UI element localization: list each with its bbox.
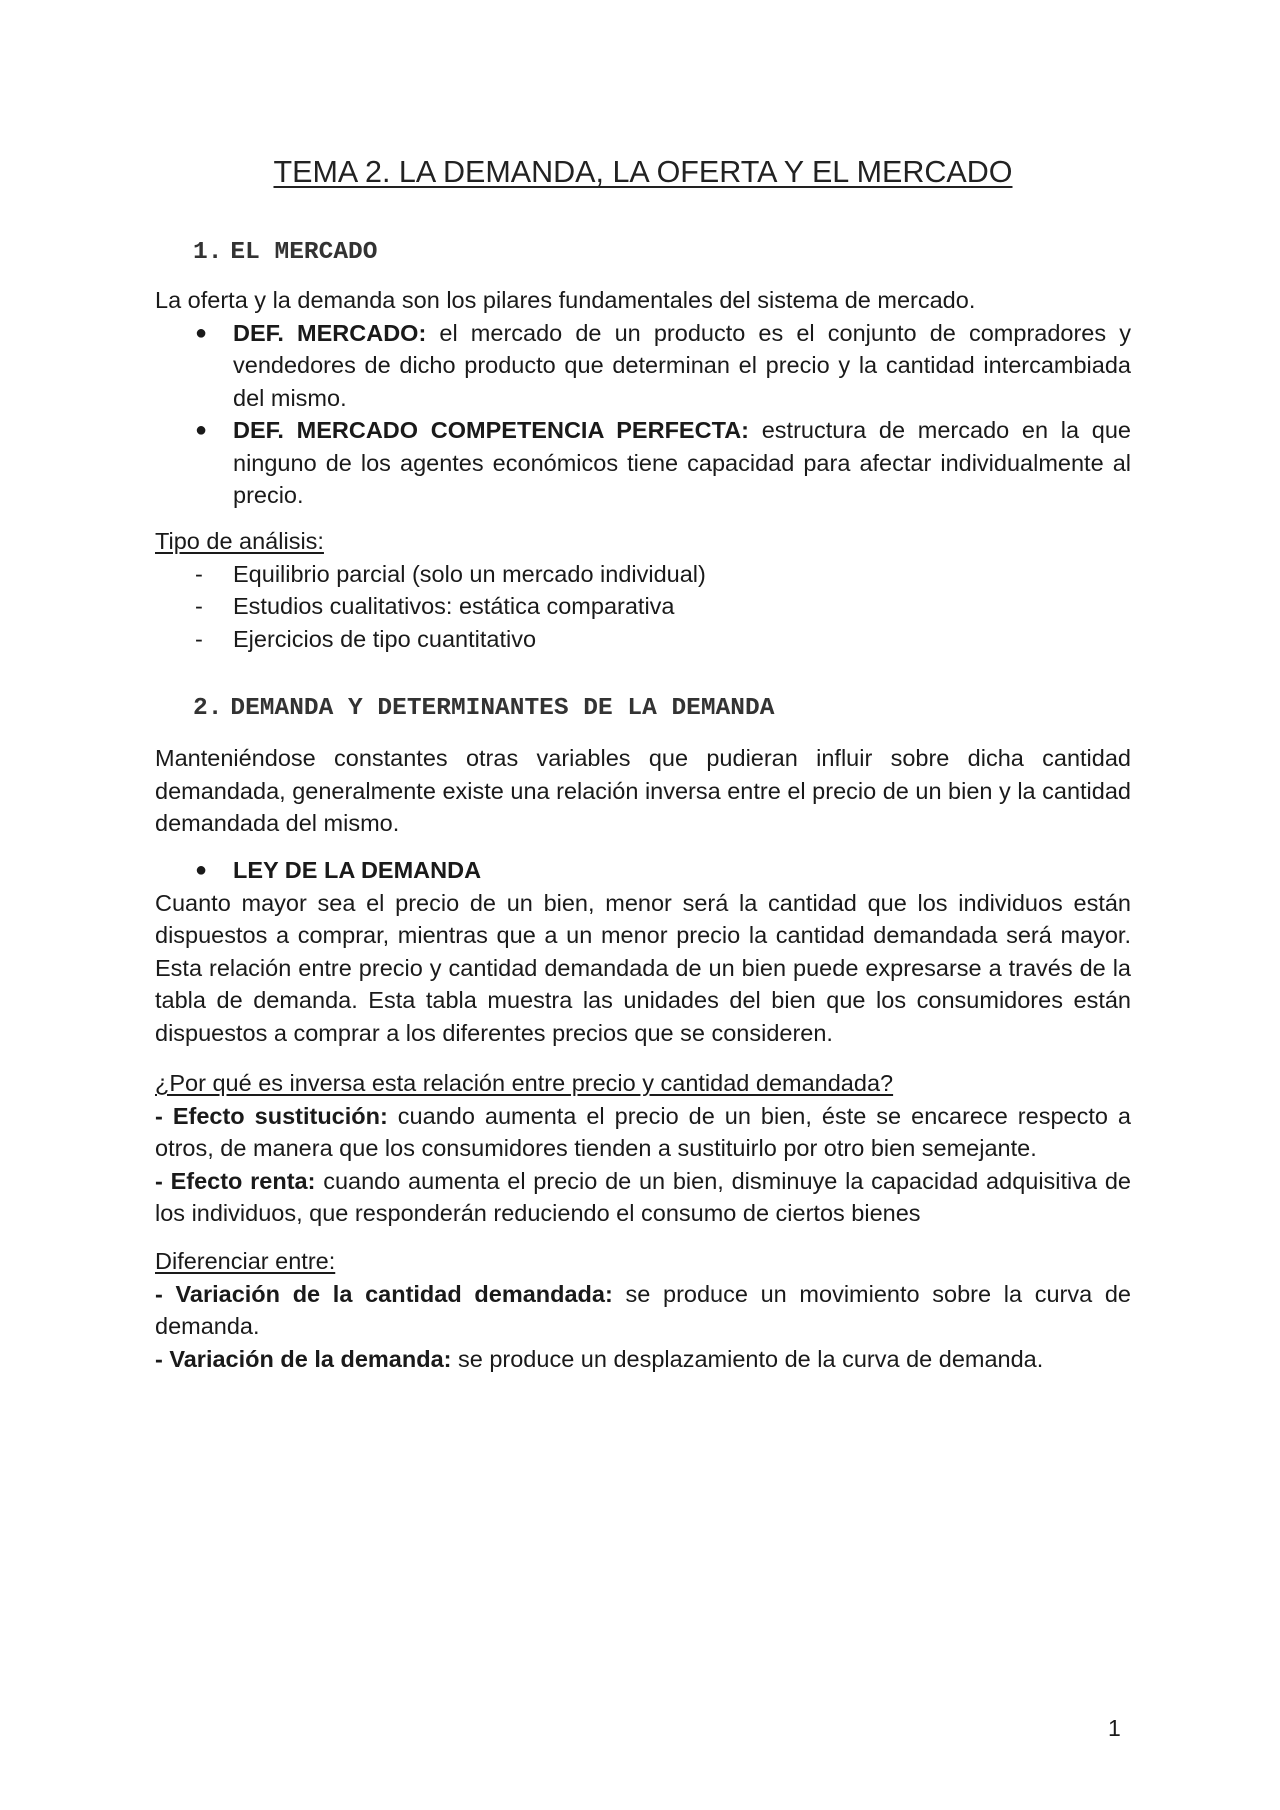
section-2-intro-block xyxy=(155,742,1131,840)
document-title: TEMA 2. LA DEMANDA, LA OFERTA Y EL MERCADO xyxy=(273,155,1013,189)
analysis-item: - Equilibrio parcial (solo un mercado individual) xyxy=(155,558,1131,591)
section-2-intro: Manteniéndose constantes otras variables que pudieran influir sobre dicha cantidad demandada, generalmente existe una relación inversa entre el precio de un bien y la cantidad demandada del mismo. xyxy=(155,745,1131,836)
section-1-intro: La oferta y la demanda son los pilares fundamentales del sistema de mercado. xyxy=(155,287,976,313)
section-1-heading xyxy=(193,237,377,269)
definition-text: el mercado de un producto es el conjunto de compradores y vendedores de dicho producto que determinan el precio y la cantidad intercambiada del mismo. xyxy=(233,319,1131,411)
diff-item-label: - Variación de la cantidad demandada: xyxy=(155,1280,613,1307)
section-1-body xyxy=(155,284,1131,512)
diff-item xyxy=(155,1343,1131,1376)
analysis-list xyxy=(155,558,1131,656)
diff-item-text: se produce un movimiento sobre la curva de demanda. xyxy=(155,1280,1131,1339)
bullet-icon: ● xyxy=(195,419,208,441)
section-2-number: 2. xyxy=(193,695,223,722)
effect-text: cuando aumenta el precio de un bien, éste se encarece respecto a otros, de manera que los consumidores tienden a sustituirlo por otro bien semejante. xyxy=(155,1102,1131,1161)
section-1-title: EL MERCADO xyxy=(230,239,378,266)
dash-icon: - xyxy=(195,593,203,619)
diff-label: Diferenciar entre: xyxy=(155,1248,336,1274)
analysis-item: - Ejercicios de tipo cuantitativo xyxy=(155,623,1131,656)
effect-item xyxy=(155,1100,1131,1165)
analysis-item: - Estudios cualitativos: estática comparativa xyxy=(155,590,1131,623)
definition-item xyxy=(155,317,1131,415)
effect-text: cuando aumenta el precio de un bien, disminuye la capacidad adquisitiva de los individuos, que responderán reduciendo el consumo de ciertos bienes xyxy=(155,1167,1131,1226)
bullet-icon: ● xyxy=(195,859,208,881)
effects-question: ¿Por qué es inversa esta relación entre precio y cantidad demandada? xyxy=(155,1070,894,1096)
law-list xyxy=(155,854,1131,887)
bullet-icon: ● xyxy=(195,321,208,344)
effect-item xyxy=(155,1165,1131,1230)
definition-label: DEF. MERCADO COMPETENCIA PERFECTA: xyxy=(233,417,749,443)
law-heading: ● LEY DE LA DEMANDA xyxy=(155,854,1131,887)
section-2-title: DEMANDA Y DETERMINANTES DE LA DEMANDA xyxy=(230,695,775,722)
diff-item xyxy=(155,1278,1131,1343)
section-2-heading xyxy=(193,693,774,725)
definition-item xyxy=(155,414,1131,512)
definition-label: DEF. MERCADO: xyxy=(233,319,427,346)
definition-text: estructura de mercado en la que ninguno de los agentes económicos tiene capacidad para afectar individualmente al precio. xyxy=(233,417,1131,508)
effects-block xyxy=(155,1067,1131,1230)
effect-label: - Efecto sustitución: xyxy=(155,1102,388,1129)
analysis-label: Tipo de análisis: xyxy=(155,528,324,554)
page-number: 1 xyxy=(1108,1715,1121,1741)
effect-label: - Efecto renta: xyxy=(155,1167,316,1194)
section-1-number: 1. xyxy=(193,239,223,266)
diff-item-text: se produce un desplazamiento de la curva de demanda. xyxy=(451,1345,1044,1372)
diff-item-label: - Variación de la demanda: xyxy=(155,1345,452,1372)
analysis-block xyxy=(155,525,1131,655)
law-text: Cuanto mayor sea el precio de un bien, menor será la cantidad que los individuos están dispuestos a comprar, mientras que a un menor precio la cantidad demandada será mayor. Esta relación entre precio y cantidad demandada de un bien puede expresarse a través de la tabla de demanda. Esta tabla muestra las unidades del bien que los consumidores están dispuestos a comprar a los diferentes precios que se consideren. xyxy=(155,889,1131,1046)
definition-list xyxy=(155,317,1131,512)
diff-block xyxy=(155,1245,1131,1375)
law-block xyxy=(155,854,1131,1049)
dash-icon: - xyxy=(195,560,203,587)
dash-icon: - xyxy=(195,625,203,652)
